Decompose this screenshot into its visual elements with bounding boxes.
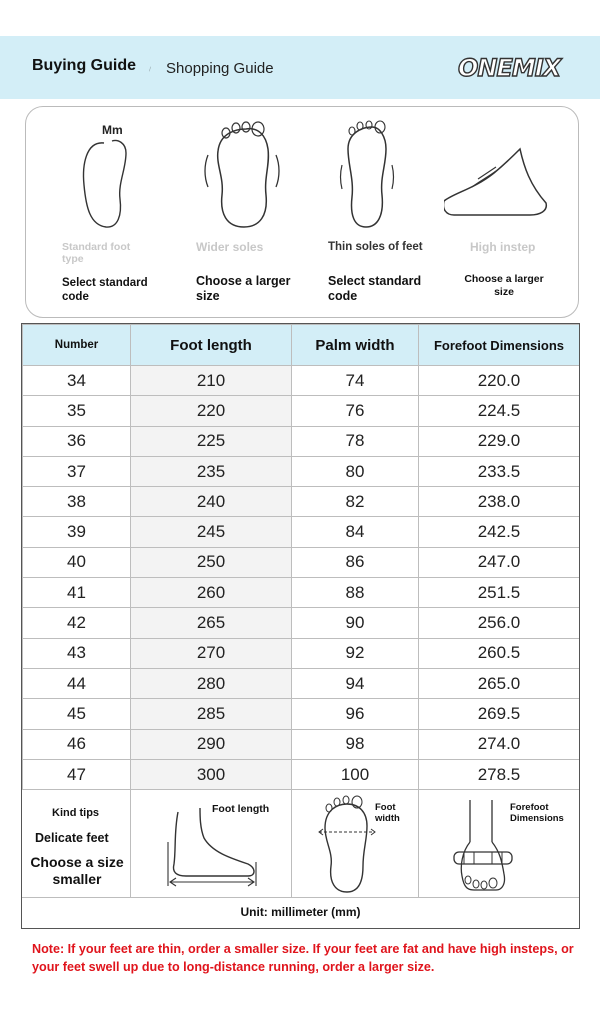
cell-forefoot: 256.0: [419, 608, 580, 638]
guide-gray-label: Standard foot type: [62, 241, 131, 265]
header-forefoot: Forefoot Dimensions: [419, 325, 580, 366]
cell-number: 46: [23, 729, 131, 759]
size-table: [22, 324, 580, 790]
wide-foot-icon: [196, 115, 326, 235]
cell-forefoot: 269.5: [419, 699, 580, 729]
cell-forefoot: 274.0: [419, 729, 580, 759]
cell-foot-length: 265: [131, 608, 292, 638]
guide-gray-label: High instep: [470, 240, 536, 254]
table-row: [23, 396, 580, 426]
guide-item-instep: [444, 107, 574, 317]
cell-forefoot: 242.5: [419, 517, 580, 547]
cell-foot-length: 285: [131, 699, 292, 729]
cell-number: 47: [23, 759, 131, 789]
guide-advice: Select standard code: [328, 274, 422, 303]
cell-forefoot: 251.5: [419, 578, 580, 608]
table-row: [23, 729, 580, 759]
cell-number: 40: [23, 547, 131, 577]
table-row: [23, 547, 580, 577]
forefoot-label: Forefoot Dimensions: [510, 802, 564, 824]
cell-number: 38: [23, 487, 131, 517]
cell-forefoot: 265.0: [419, 668, 580, 698]
cell-number: 41: [23, 578, 131, 608]
table-row: [23, 456, 580, 486]
cell-number: 43: [23, 638, 131, 668]
guide-advice: Select standard code: [62, 277, 148, 303]
tips-row: [22, 790, 579, 897]
cell-foot-length: 250: [131, 547, 292, 577]
cell-forefoot: 229.0: [419, 426, 580, 456]
table-row: [23, 699, 580, 729]
forefoot-dimensions-icon: [448, 796, 518, 896]
mm-label: Mm: [102, 123, 123, 137]
cell-forefoot: 233.5: [419, 456, 580, 486]
cell-palm-width: 88: [292, 578, 419, 608]
cell-palm-width: 86: [292, 547, 419, 577]
cell-forefoot: 224.5: [419, 396, 580, 426]
cell-foot-length: 280: [131, 668, 292, 698]
cell-forefoot: 220.0: [419, 366, 580, 396]
cell-palm-width: 96: [292, 699, 419, 729]
cell-number: 35: [23, 396, 131, 426]
table-row: [23, 759, 580, 789]
guide-gray-label: Wider soles: [196, 240, 264, 254]
table-row: [23, 487, 580, 517]
table-row: [23, 517, 580, 547]
cell-number: 36: [23, 426, 131, 456]
cell-foot-length: 235: [131, 456, 292, 486]
kind-tips-label: Kind tips: [52, 807, 100, 819]
unit-label: Unit: millimeter (mm): [22, 897, 579, 928]
header-banner: [0, 36, 600, 99]
size-smaller-advice: Choose a size smaller: [30, 854, 124, 887]
cell-number: 42: [23, 608, 131, 638]
cell-foot-length: 240: [131, 487, 292, 517]
cell-palm-width: 74: [292, 366, 419, 396]
cell-foot-length: 225: [131, 426, 292, 456]
cell-number: 37: [23, 456, 131, 486]
guide-item-wide: [196, 107, 326, 317]
cell-forefoot: 238.0: [419, 487, 580, 517]
table-row: [23, 608, 580, 638]
thin-foot-icon: [328, 115, 458, 235]
cell-forefoot: 247.0: [419, 547, 580, 577]
cell-palm-width: 98: [292, 729, 419, 759]
foot-width-cell: [291, 790, 419, 897]
guide-gray-label: Thin soles of feet: [328, 241, 423, 253]
page-subtitle: Shopping Guide: [166, 60, 274, 77]
cell-palm-width: 84: [292, 517, 419, 547]
cell-forefoot: 260.5: [419, 638, 580, 668]
cell-foot-length: 210: [131, 366, 292, 396]
cell-foot-length: 290: [131, 729, 292, 759]
cell-number: 39: [23, 517, 131, 547]
table-row: [23, 638, 580, 668]
guide-item-standard: [56, 107, 186, 317]
cell-palm-width: 80: [292, 456, 419, 486]
foot-type-guide: [25, 106, 579, 318]
cell-foot-length: 300: [131, 759, 292, 789]
cell-palm-width: 100: [292, 759, 419, 789]
table-row: [23, 668, 580, 698]
cell-foot-length: 270: [131, 638, 292, 668]
header-palm-width: Palm width: [292, 325, 419, 366]
table-row: [23, 578, 580, 608]
cell-foot-length: 220: [131, 396, 292, 426]
page-title: Buying Guide: [32, 57, 136, 74]
cell-forefoot: 278.5: [419, 759, 580, 789]
guide-advice: Choose a larger size: [196, 274, 291, 303]
header-number: Number: [23, 325, 131, 366]
cell-palm-width: 78: [292, 426, 419, 456]
guide-advice: Choose a larger size: [464, 273, 544, 298]
cell-palm-width: 82: [292, 487, 419, 517]
high-instep-foot-icon: [444, 115, 574, 235]
cell-palm-width: 92: [292, 638, 419, 668]
brand-logo: ONEMIX: [458, 54, 561, 82]
cell-palm-width: 90: [292, 608, 419, 638]
cell-number: 45: [23, 699, 131, 729]
delicate-feet-label: Delicate feet: [35, 831, 109, 845]
divider-slash: [149, 54, 151, 84]
cell-number: 34: [23, 366, 131, 396]
cell-foot-length: 245: [131, 517, 292, 547]
header-foot-length: Foot length: [131, 325, 292, 366]
table-row: [23, 426, 580, 456]
foot-length-icon: [160, 802, 260, 892]
cell-palm-width: 76: [292, 396, 419, 426]
foot-width-label: Foot width: [375, 802, 400, 824]
table-header-row: [23, 325, 580, 366]
tips-text-cell: [22, 790, 131, 897]
forefoot-cell: [418, 790, 579, 897]
cell-foot-length: 260: [131, 578, 292, 608]
sizing-note: Note: If your feet are thin, order a smaller size. If your feet are fat and have high insteps, or your feet swell up due to long-distance running, order a larger size.: [32, 942, 574, 974]
foot-length-label: Foot length: [212, 803, 270, 815]
cell-palm-width: 94: [292, 668, 419, 698]
table-body: [23, 366, 580, 790]
guide-item-thin: [328, 107, 458, 317]
foot-length-cell: [130, 790, 292, 897]
standard-foot-icon: [56, 115, 186, 235]
table-row: [23, 366, 580, 396]
cell-number: 44: [23, 668, 131, 698]
foot-width-icon: [317, 794, 377, 894]
